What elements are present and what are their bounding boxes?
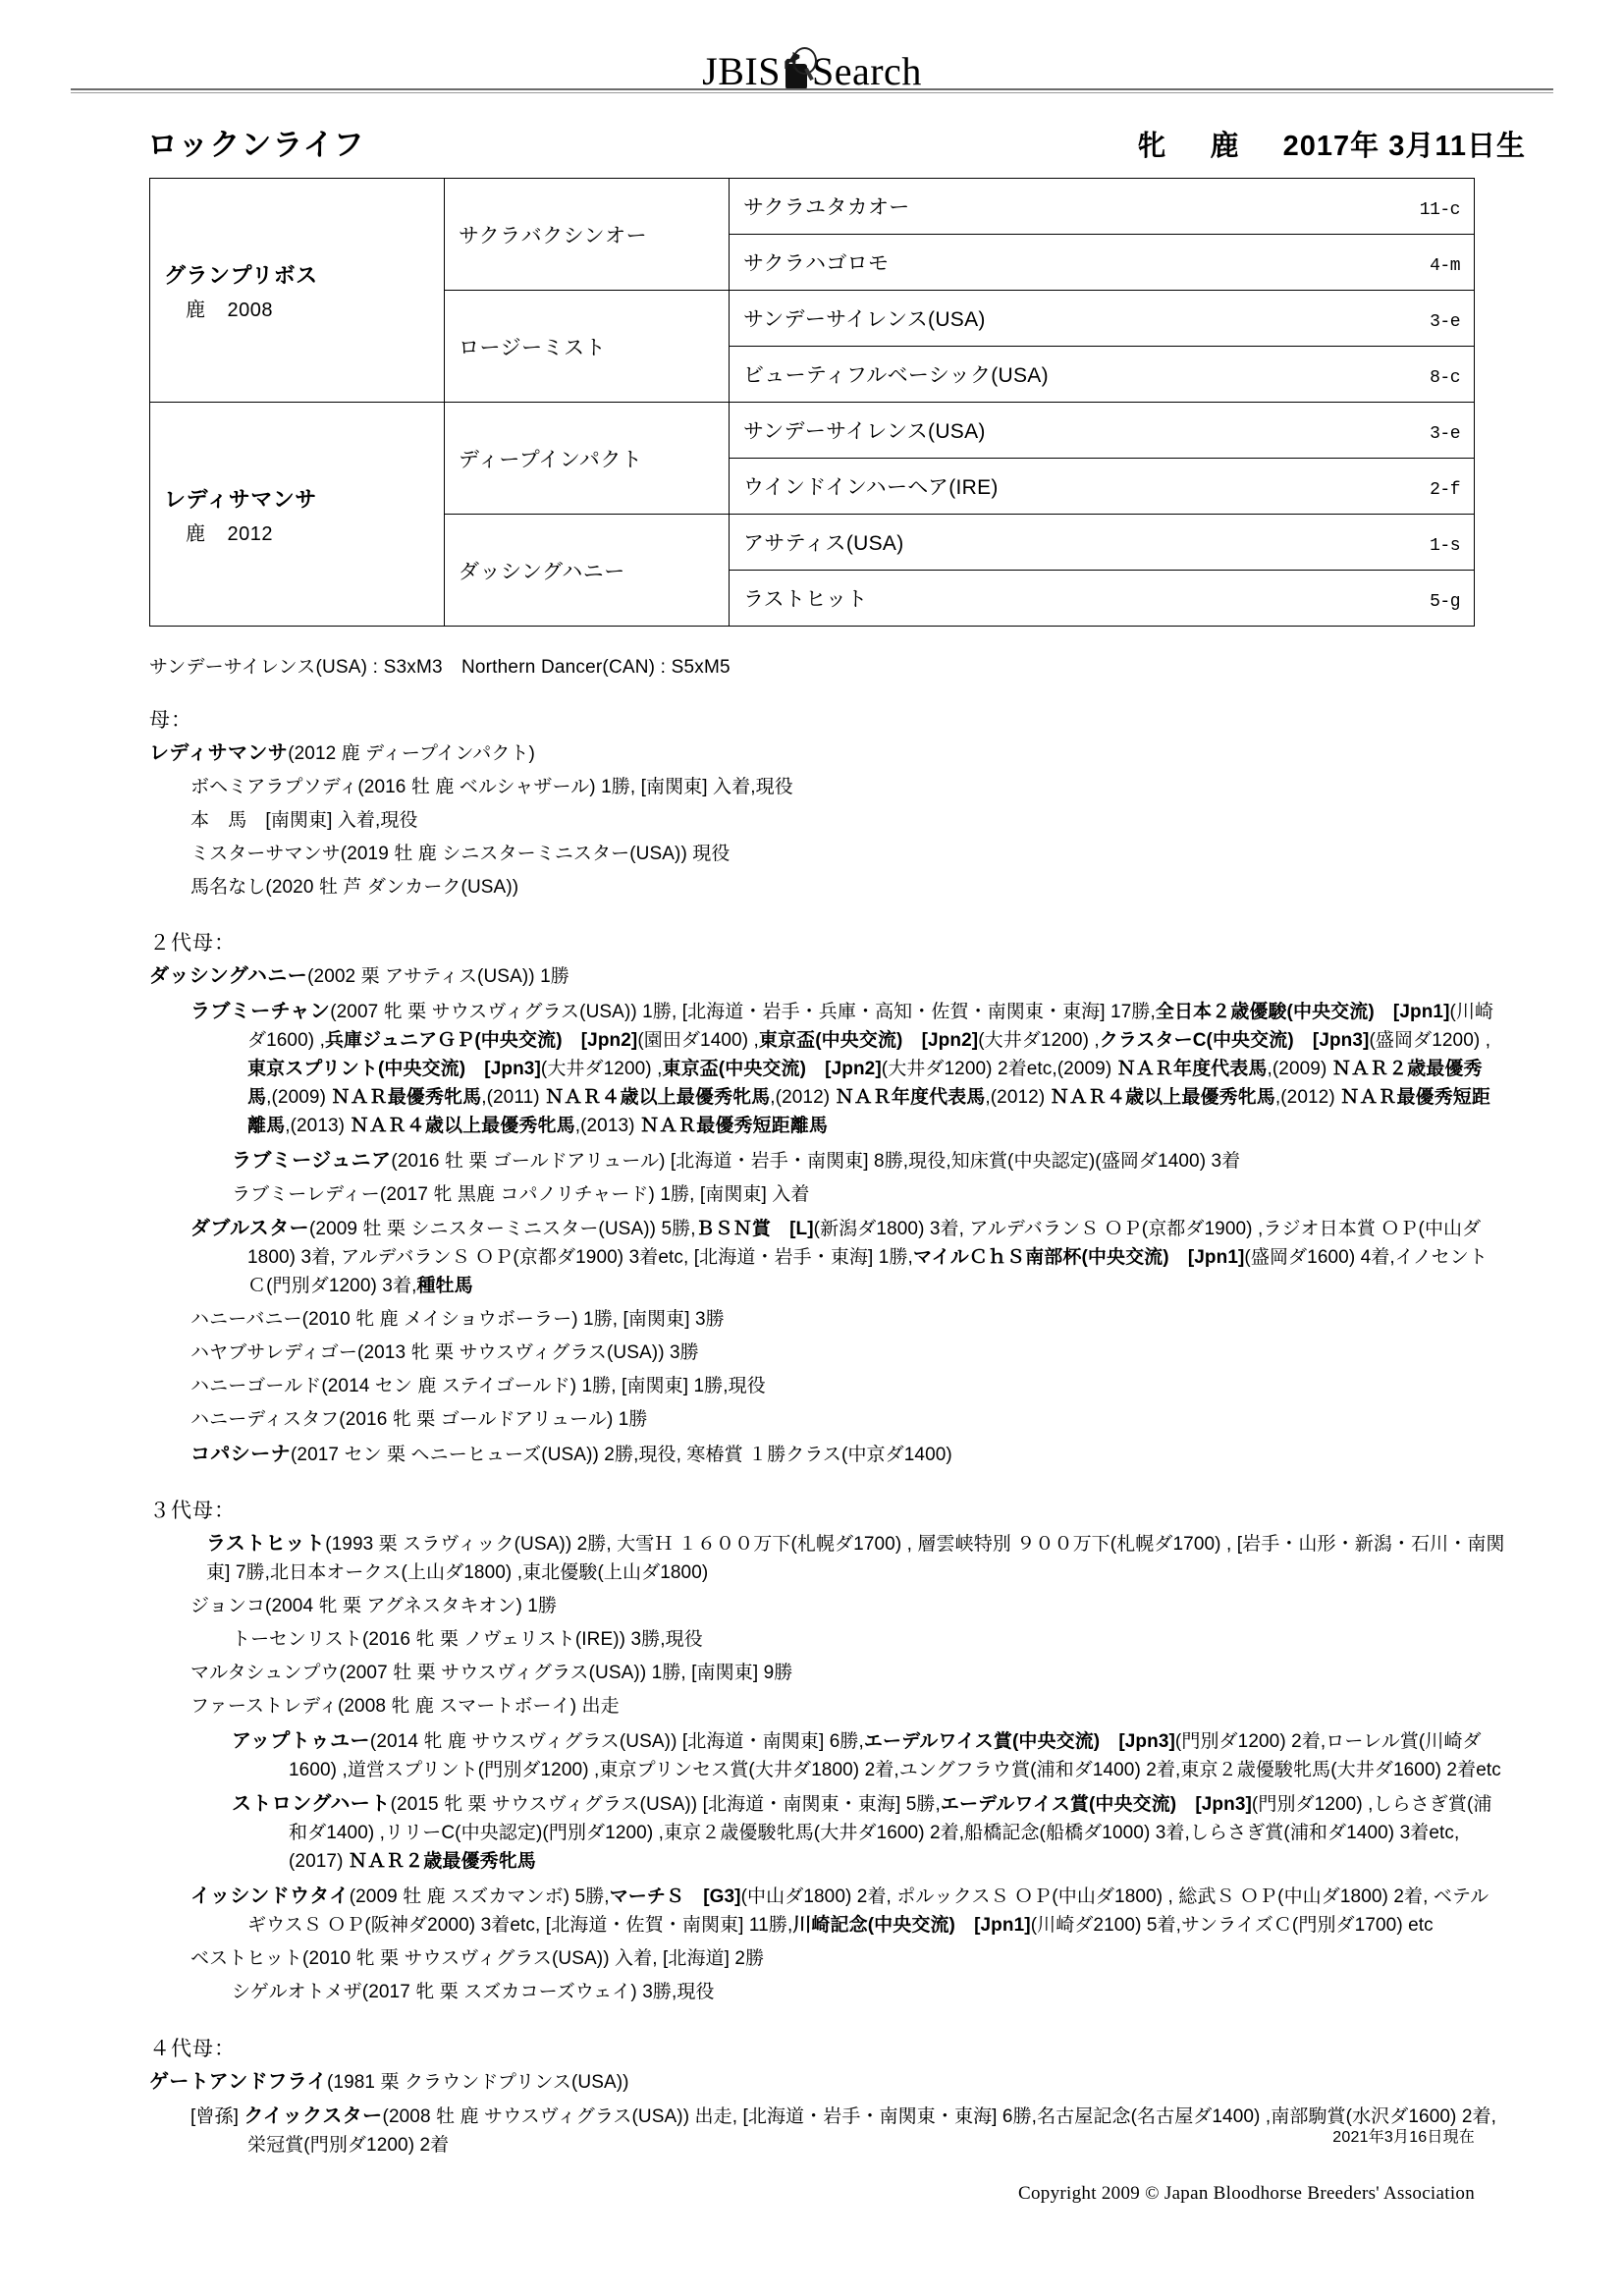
horse-name-entry: イッシンドウタイ [190,1886,350,1907]
race-title: マイルＣｈＳ南部杯(中央交流) [Jpn1] [912,1247,1245,1269]
sire-color-year [164,294,430,322]
entry-detail: 馬名なし(2020 牡 芦 ダンカーク(USA)) [190,876,519,898]
site-header [0,0,1624,93]
gen3-name: ウインドインハーヘア(IRE) [743,476,999,499]
pedigree-entry [190,1406,1506,1435]
pedigree-entry [190,1373,1506,1401]
pedigree-table-wrapper [149,178,1475,627]
horse-name-entry: ジョンコ [190,1596,266,1617]
race-title: 川崎記念(中央交流) [Jpn1] [792,1914,1031,1936]
dam-color-year [164,518,430,546]
dam-name: レディサマンサ [164,486,317,512]
race-title: ＮＡＲ４歳以上最優秀牝馬 [545,1086,771,1108]
header-divider [71,88,1553,94]
race-title: ＮＡＲ最優秀短距離馬 [247,1086,1490,1136]
entry-detail: ミスターサマンサ(2019 牡 鹿 シニスターミニスター(USA)) 現役 [190,843,731,864]
entry-detail: (2016 牡 栗 ゴールドアリュール) [北海道・岩手・南関東] 8勝,現役,知床賞(中央認定)(盛岡ダ1400) 3着 [391,1150,1241,1172]
pedigree-entry [232,1146,1506,1176]
logo-jbis-text: JBIS [702,49,781,93]
section-heading-gen4: ４代母： [149,2037,236,2060]
entry-detail: (大井ダ1200) , [978,1030,1100,1052]
entry-detail: (川崎ダ1600) , [247,1002,1494,1052]
pedigree-entry [190,1440,1506,1470]
pedigree-table [149,178,1475,627]
gen3-name: サクラハゴロモ [743,252,890,275]
gen3-family-number: 4-m [1430,256,1460,276]
entry-detail: (2014 牝 鹿 サウスヴィグラス(USA)) [北海道・南関東] 6勝, [369,1730,864,1752]
entry-detail: (2012 鹿 ディープインパクト) [288,743,535,764]
gen2-cell [445,291,730,403]
table-row [150,179,1475,235]
gen3-family-number: 5-g [1430,592,1460,612]
entry-detail: (川崎ダ2100) 5着,サンライズＣ(門別ダ1700) etc [1030,1914,1434,1936]
race-title: 兵庫ジュニアＧＰ(中央交流) [Jpn2] [324,1030,638,1052]
entry-detail: (1993 栗 スラヴィック(USA)) 2勝, 大雪Ｈ １６００万下(札幌ダ1700) , 層雲峡特別 ９００万下(札幌ダ1700) , [岩手・山形・新潟・石川・南関東] 7勝,北日本オークス(上山ダ1800) ,東北優駿(上山ダ1800) [206,1534,1505,1584]
dam-color: 鹿 [186,522,206,545]
gen3-dam-entry [149,1529,1506,1588]
horse-title-row [147,120,1526,164]
dam-year: 2012 [227,522,273,545]
pedigree-entry [190,1593,1506,1621]
entry-detail: (2008 牡 鹿 サウスヴィグラス(USA)) 出走, [北海道・岩手・南関東・東海] 6勝,名古屋記念(名古屋ダ1400) ,南部駒賞(水沢ダ1600) 2着,栄冠賞(門別ダ1200) 2着 [247,2106,1496,2157]
horse-name-entry: ハニーバニー [190,1309,302,1330]
entry-detail: (2010 牝 鹿 メイショウボーラー) 1勝, [南関東] 3勝 [301,1309,725,1330]
horse-name-entry: ファーストレディ [190,1695,338,1717]
entry-detail: (2009 牡 栗 シニスターミニスター(USA)) 5勝, [309,1219,696,1240]
pedigree-entry [190,1882,1506,1941]
race-title: ＮＡＲ２歳最優秀牝馬 [348,1851,536,1873]
race-title: ＮＡＲ年度代表馬 [1116,1059,1268,1079]
gen2-dam-entry [149,961,1506,992]
race-title: 東京スプリント(中央交流) [Jpn3] [247,1059,541,1079]
gen3-cell [730,179,1475,235]
gen3-name: ビューティフルベーシック(USA) [743,364,1049,387]
horse-name-entry: ベストヒット [190,1947,303,1969]
relation-prefix: [曾孫] [190,2106,244,2128]
jbis-search-logo [702,51,922,91]
gen3-cell [730,291,1475,347]
pedigree-entry [232,1789,1506,1877]
horse-name-entry: ダッシングハニー [149,965,308,988]
section-heading-gen2: ２代母： [149,932,236,956]
pedigree-entry [190,1660,1506,1688]
horse-name-entry: ストロングハート [232,1793,391,1816]
entry-detail: ,(2009) [1267,1059,1332,1079]
horse-name-entry: ラブミージュニア [232,1149,392,1172]
pedigree-entry [190,807,1506,836]
sire-year: 2008 [227,299,273,321]
gen3-family-number: 3-e [1430,424,1460,444]
gen3-family-number: 3-e [1430,312,1460,332]
race-title: クラスターC(中央交流) [Jpn3] [1099,1030,1370,1052]
entry-detail: (2016 牝 栗 ゴールドアリュール) 1勝 [339,1408,648,1430]
entry-detail: (2017 牝 栗 スズカコーズウェイ) 3勝,現役 [361,1981,715,2002]
gen3-cell [730,235,1475,291]
gen2-name: ロージーミスト [459,336,607,359]
race-title: 東京盃(中央交流) [Jpn2] [662,1059,882,1079]
entry-detail: ,(2012) [1274,1086,1341,1108]
entry-detail: (2009 牡 鹿 スズカマンボ) 5勝, [349,1886,610,1907]
entry-detail: (2008 牝 鹿 スマートボーイ) 出走 [337,1695,620,1717]
horse-birthdate: 2017年 3月11日生 [1282,131,1526,162]
section-heading-dam: 母： [149,709,192,732]
race-title: ＮＡＲ２歳最優秀馬 [247,1059,1483,1108]
entry-detail: ,(2013) [285,1115,351,1136]
gen3-name: サンデーサイレンス(USA) [743,308,986,331]
race-title: マーチＳ [G3] [609,1886,741,1907]
entry-detail: (1981 栗 クラウンドプリンス(USA)) [327,2071,629,2093]
gen4-entries [149,2067,1506,2161]
sire-cell [150,179,445,403]
gen3-cell [730,459,1475,515]
dam-entries [149,738,1506,902]
race-title: ＮＡＲ最優秀短距離馬 [639,1115,828,1136]
entry-detail: ,(2012) [770,1086,836,1108]
horse-name-entry: ラブミーレディー [232,1183,380,1205]
gen3-cell [730,403,1475,459]
logo-search-text: Search [811,49,922,93]
entry-detail: (新潟ダ1800) 3着, アルデバランＳ ＯＰ(京都ダ1900) ,ラジオ日本賞 ＯＰ(中山ダ1800) 3着, アルデバランＳ ＯＰ(京都ダ1900) 3着etc, [北海道・岩手・東海] 1勝, [247,1219,1482,1269]
horse-name-entry: ハニーゴールド [190,1375,322,1396]
gen4-dam-entry [149,2067,1506,2098]
sire-color: 鹿 [186,299,206,321]
entry-detail: (園田ダ1400) , [637,1030,759,1052]
pedigree-entry [190,1339,1506,1368]
pedigree-entry [190,1214,1506,1301]
gen2-cell [445,179,730,291]
entry-detail: (2017 牝 黒鹿 コパノリチャード) 1勝, [南関東] 入着 [379,1183,810,1205]
gen2-name: ダッシングハニー [459,560,625,583]
section-heading-gen3: ３代母： [149,1500,236,1523]
entry-detail: (大井ダ1200) 2着etc,(2009) [881,1059,1117,1079]
entry-detail: ,(2013) [574,1115,640,1136]
horse-name-entry: クイックスター [244,2105,383,2128]
race-title: エーデルワイス賞(中央交流) [Jpn3] [863,1730,1175,1752]
gen2-cell [445,403,730,515]
entry-detail: (2010 牝 栗 サウスヴィグラス(USA)) 入着, [北海道] 2勝 [302,1947,765,1969]
race-title: エーデルワイス賞(中央交流) [Jpn3] [940,1794,1252,1816]
entry-detail: (2007 牡 栗 サウスヴィグラス(USA)) 1勝, [南関東] 9勝 [339,1662,793,1683]
entry-detail: (門別ダ1200) 2着,ローレル賞(川崎ダ1600) ,道営スプリント(門別ダ1200) ,東京プリンセス賞(大井ダ1800) 2着,ユングフラウ賞(浦和ダ1400) 2着,東京２歳優駿牝馬(大井ダ1600) 2着etc [289,1730,1501,1780]
gen3-cell [730,515,1475,571]
race-title: ＢＳＮ賞 [L] [695,1219,814,1240]
page-title: ロックンライフ [147,128,365,162]
entry-detail: (2017 セン 栗 ヘニーヒューズ(USA)) 2勝,現役, 寒椿賞 １勝クラス(中京ダ1400) [291,1444,952,1465]
entry-detail: ,(2009) [266,1086,332,1108]
horse-name-entry: シゲルオトメザ [232,1981,362,2002]
race-title: ＮＡＲ最優秀牝馬 [331,1086,482,1108]
copyright-notice: Copyright 2009 © Japan Bloodhorse Breeders' Association [1018,2183,1475,2204]
horse-name-entry: ダブルスター [190,1218,309,1240]
horse-name-entry: ハニーディスタフ [190,1408,340,1430]
gen3-name: サクラユタカオー [743,196,910,219]
entry-detail: (2014 セン 鹿 ステイゴールド) 1勝, [南関東] 1勝,現役 [321,1375,766,1396]
pedigree-entry [190,1693,1506,1722]
horse-sex: 牝 [1137,131,1167,162]
entry-detail: (中山ダ1800) 2着, ポルックスＳ ＯＰ(中山ダ1800) , 総武Ｓ ＯＰ(中山ダ1800) 2着, ベテルギウスＳ ＯＰ(阪神ダ2000) 3着etc, [北海道・佐賀・南関東] 11勝, [247,1886,1489,1936]
gen2-name: サクラバクシンオー [459,224,648,247]
pedigree-entry [232,1726,1506,1785]
entry-detail: (2013 牝 栗 サウスヴィグラス(USA)) 3勝 [357,1341,699,1363]
gen3-family-number: 2-f [1430,480,1460,500]
race-title: 全日本２歳優駿(中央交流) [Jpn1] [1155,1002,1450,1023]
race-title: ＮＡＲ年度代表馬 [835,1086,986,1108]
entry-detail: (2016 牝 栗 ノヴェリスト(IRE)) 3勝,現役 [361,1629,703,1650]
gen3-family-number: 1-s [1430,536,1460,556]
pedigree-entry [190,997,1506,1140]
horse-name-entry: コパシーナ [190,1443,291,1465]
entry-detail: 本 馬 [南関東] 入着,現役 [190,809,418,831]
horse-in-magnifier-icon [784,51,809,90]
horse-coat-color: 鹿 [1210,131,1240,162]
horse-name-entry: ゲートアンドフライ [149,2070,327,2093]
entry-detail: (2004 牝 栗 アグネスタキオン) 1勝 [265,1596,558,1617]
dam-cell [150,403,445,627]
race-title: ＮＡＲ４歳以上最優秀牝馬 [1050,1086,1275,1108]
gen3-cell [730,571,1475,627]
gen2-entries [149,961,1506,1469]
entry-detail: (2002 栗 アサティス(USA)) 1勝 [307,966,569,988]
pedigree-entry [232,1181,1506,1210]
entry-detail: ,(2011) [481,1086,546,1108]
horse-name-entry: トーセンリスト [232,1629,362,1650]
gen3-name: アサティス(USA) [743,532,904,555]
gen2-name: ディープインパクト [459,448,643,471]
horse-name-entry: ラブミーチャン [190,1001,331,1023]
race-title: 東京盃(中央交流) [Jpn2] [758,1030,979,1052]
pedigree-entry [190,874,1506,902]
pedigree-entry [190,1945,1506,1974]
entry-detail: (2015 牝 栗 サウスヴィグラス(USA)) [北海道・南関東・東海] 5勝, [390,1794,941,1816]
gen3-cell [730,347,1475,403]
pedigree-body [149,704,1506,2160]
as-of-date: 2021年3月16日現在 [1332,2129,1475,2146]
horse-name-entry: ラストヒット [206,1533,326,1556]
entry-detail: (盛岡ダ1600) 4着,イノセントＣ(門別ダ1200) 3着, [247,1247,1488,1297]
gen3-family-number: 8-c [1430,368,1460,388]
gen3-entries [149,1529,1506,2006]
gen3-family-number: 11-c [1419,200,1460,220]
gen2-cell [445,515,730,627]
race-title: ＮＡＲ４歳以上最優秀牝馬 [350,1115,575,1136]
race-title: 種牡馬 [416,1276,473,1297]
entry-detail: (盛岡ダ1200) , [1369,1030,1491,1052]
entry-detail: ,(2012) [985,1086,1051,1108]
entry-detail: ボヘミアラプソディ(2016 牡 鹿 ベルシャザール) 1勝, [南関東] 入着,現役 [190,776,793,797]
horse-name-entry: レディサマンサ [149,742,289,764]
pedigree-entry [190,2102,1506,2160]
table-row [150,403,1475,459]
gen3-name: サンデーサイレンス(USA) [743,420,986,443]
gen3-name: ラストヒット [743,588,868,611]
inbreeding-line: サンデーサイレンス(USA) : S3xM3 Northern Dancer(CAN) : S5xM5 [149,657,731,678]
horse-name-entry: アップトゥユー [232,1729,370,1752]
pedigree-entry [190,1306,1506,1335]
horse-name-entry: ハヤブサレディゴー [190,1341,358,1363]
pedigree-entry [232,1979,1506,2007]
horse-name-entry: マルタシュンプウ [190,1662,340,1683]
entry-detail: (大井ダ1200) , [540,1059,663,1079]
entry-detail: (2007 牝 栗 サウスヴィグラス(USA)) 1勝, [北海道・岩手・兵庫・高知・佐賀・南関東・東海] 17勝, [330,1002,1156,1023]
pedigree-entry [190,774,1506,802]
pedigree-entry [190,841,1506,869]
sire-name: グランプリボス [164,262,318,288]
pedigree-entry [232,1626,1506,1655]
dam-entry [149,738,1506,769]
entry-detail: (門別ダ1200) ,しらさぎ賞(浦和ダ1400) ,リリーC(中央認定)(門別ダ1200) ,東京２歳優駿牝馬(大井ダ1600) 2着,船橋記念(船橋ダ1000) 3着,しらさぎ賞(浦和ダ1400) 3着etc,(2017) [289,1794,1492,1873]
horse-attributes [1137,124,1526,164]
